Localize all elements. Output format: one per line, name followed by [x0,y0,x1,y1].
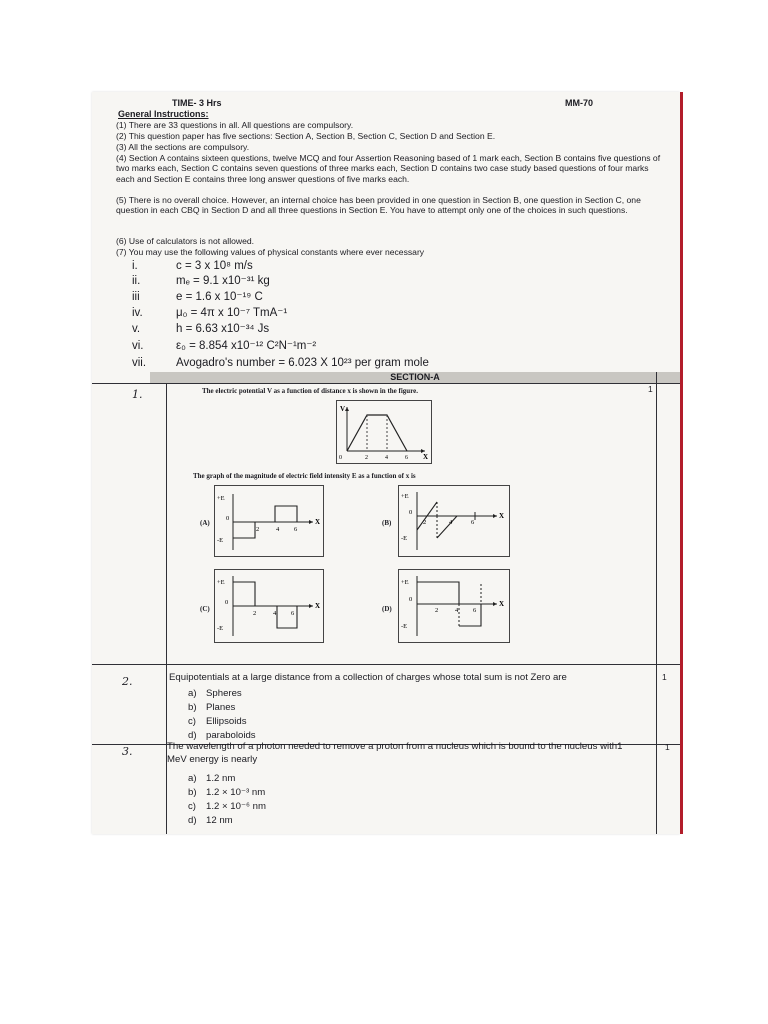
constant-value: Avogadro's number = 6.023 X 10²³ per gram mole [176,357,429,369]
potential-graph-svg [337,401,431,463]
question-marks: 1 [665,742,670,752]
option-b[interactable] [188,702,235,713]
instruction-7: (7) You may use the following values of physical constants where ever necessary [116,247,425,257]
field-curve [233,582,297,628]
minus-e-label: -E [217,537,224,544]
page-edge-strip [680,92,683,834]
minus-e-label: -E [401,535,408,542]
option-c-graph[interactable] [214,569,324,643]
tick-label: 0 [339,455,342,461]
tick-label: 2 [256,526,260,533]
x-arrow [309,520,313,524]
option-text: Spheres [206,688,242,699]
tick-label: 4 [455,607,459,614]
table-border [166,383,167,834]
option-text: 12 nm [206,815,233,826]
constant-row [132,291,632,305]
constant-num: ii. [132,275,141,287]
option-label: d) [188,815,197,826]
question-number: 3. [122,745,133,758]
constant-value: e = 1.6 x 10⁻¹⁹ C [176,291,263,303]
constant-row [132,323,632,337]
tick-label: 2 [435,607,439,614]
instruction-2: (2) This question paper has five sections: Section A, Section B, Section C, Section D and Section E. [116,131,496,141]
max-marks-label: MM-70 [565,98,594,108]
option-d-graph[interactable] [398,569,510,643]
option-label: b) [188,787,197,798]
section-a-heading: SECTION-A [150,372,680,383]
option-label-a[interactable]: (A) [200,519,210,527]
constant-row [132,357,652,371]
instruction-1: (1) There are 33 questions in all. All questions are compulsory. [116,120,354,130]
instruction-3: (3) All the sections are compulsory. [116,142,250,152]
v-arrow [345,407,349,411]
option-label: a) [188,773,197,784]
constant-num: v. [132,323,141,335]
constant-num: vii. [132,357,147,369]
exam-paper [92,92,680,834]
zero-label: 0 [409,509,413,516]
tick-label: 6 [294,526,298,533]
table-border [656,372,657,834]
option-a[interactable] [188,688,242,699]
option-label-b[interactable]: (B) [382,519,392,527]
constant-num: vi. [132,340,144,352]
option-label: b) [188,702,197,713]
option-text: Ellipsoids [206,716,247,727]
option-a-graph[interactable] [214,485,324,557]
option-d[interactable] [188,815,233,826]
potential-graph [336,400,432,464]
option-c[interactable] [188,716,247,727]
question-marks: 1 [662,672,667,682]
x-axis-label: X [499,600,505,608]
question-text: Equipotentials at a large distance from a collection of charges whose total sum is not Zero are [169,672,567,683]
question-number: 1. [132,388,143,401]
constant-row [132,260,632,274]
option-label: c) [188,716,196,727]
x-arrow [493,514,497,518]
table-border [92,664,680,665]
constant-value: μ₀ = 4π x 10⁻⁷ TmA⁻¹ [176,307,288,319]
instruction-6: (6) Use of calculators is not allowed. [116,236,255,246]
constant-num: iv. [132,307,143,319]
question-marks: 1 [648,384,653,394]
time-label: TIME- 3 Hrs [172,98,222,108]
option-label-c[interactable]: (C) [200,605,210,613]
tick-label: 6 [291,610,295,617]
tick-label: 2 [423,519,427,526]
plus-e-label: +E [401,579,409,586]
question-text: The electric potential V as a function of distance x is shown in the figure. [202,387,419,395]
field-curve [459,604,481,626]
question-text: The wavelength of a photon needed to remove a proton from a nucleus which is bound to the nucleus with1 MeV energy is nearly [167,741,623,765]
x-axis-label: X [315,518,321,526]
zero-label: 0 [225,599,229,606]
x-axis-label: X [315,602,321,610]
tick-label: 4 [449,519,453,526]
constant-row [132,275,632,289]
instructions-title: General Instructions: [118,109,209,119]
tick-label: 6 [473,607,477,614]
instruction-5: (5) There is no overall choice. However, an internal choice has been provided in one question in Section B, one question in Section C, one question in each CBQ in Section D and all three questions in Section E. You have to attempt only one of the choices in such questions. [116,195,641,216]
option-a[interactable] [188,773,235,784]
zero-label: 0 [409,596,413,603]
constant-num: iii [132,291,140,303]
tick-label: 4 [273,610,277,617]
x-arrow [309,604,313,608]
option-label: c) [188,801,196,812]
tick-label: 4 [385,455,388,461]
option-b[interactable] [188,787,265,798]
table-border [92,383,680,384]
question-subtext: The graph of the magnitude of electric field intensity E as a function of x is [193,472,416,480]
constant-value: c = 3 x 10⁸ m/s [176,260,253,272]
option-label: d) [188,730,197,741]
tick-label: 6 [405,455,408,461]
option-text: 1.2 nm [206,773,236,784]
option-c[interactable] [188,801,266,812]
constant-value: ε₀ = 8.854 x10⁻¹² C²N⁻¹m⁻² [176,340,317,352]
option-b-graph[interactable] [398,485,510,557]
option-text: Planes [206,702,236,713]
minus-e-label: -E [401,623,408,630]
field-curve [437,516,457,538]
question-number: 2. [122,675,133,688]
constant-num: i. [132,260,138,272]
zero-label: 0 [226,515,230,522]
constant-row [132,340,632,354]
x-axis-label: X [499,512,505,520]
x-arrow [493,602,497,606]
plus-e-label: +E [401,493,409,500]
potential-curve [347,415,407,451]
field-curve [417,582,459,604]
minus-e-label: -E [217,625,224,632]
tick-label: 2 [365,455,368,461]
plus-e-label: +E [217,495,225,502]
tick-label: 6 [471,519,475,526]
option-text: paraboloids [206,730,256,741]
constant-row [132,307,632,321]
option-label: a) [188,688,197,699]
tick-label: 4 [276,526,280,533]
constant-value: mₑ = 9.1 x10⁻³¹ kg [176,275,270,287]
tick-label: 2 [253,610,257,617]
v-axis-label: V [340,405,346,413]
constant-value: h = 6.63 x10⁻³⁴ Js [176,323,270,335]
option-label-d[interactable]: (D) [382,605,392,613]
option-text: 1.2 × 10⁻³ nm [206,787,266,798]
option-text: 1.2 × 10⁻⁶ nm [206,801,266,812]
plus-e-label: +E [217,579,225,586]
instruction-4: (4) Section A contains sixteen questions, twelve MCQ and four Assertion Reasoning based of 1 mark each, Section B contains five questions of two marks each, Section C contains seven questions of three marks each, Section D contains two case study based questions of four marks each and Section E contains three long answer questions of five marks each. [116,153,661,184]
x-axis-label: X [423,453,429,461]
